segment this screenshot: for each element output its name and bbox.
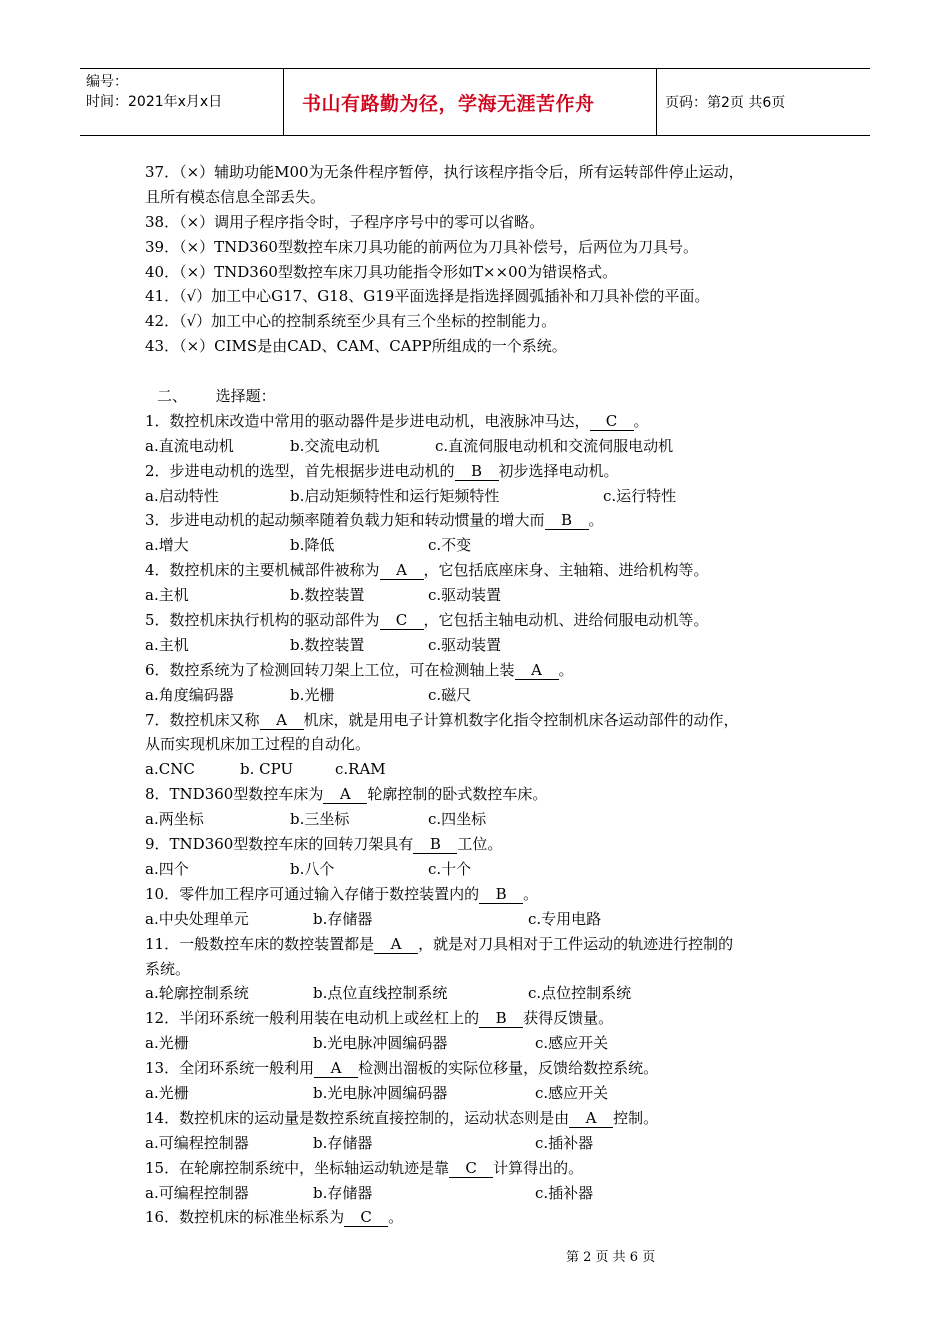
option-b: b.启动矩频特性和运行矩频特性 xyxy=(290,486,500,505)
question-continuation: 系统。 xyxy=(145,959,191,978)
option-c: c.专用电路 xyxy=(528,909,602,928)
option-c: c.RAM xyxy=(335,760,386,779)
option-b: b.存储器 xyxy=(313,1183,373,1202)
question-stem xyxy=(145,708,825,733)
question-text: 7．数控机床又称 xyxy=(145,710,260,729)
question-text-tail: 。 xyxy=(633,411,649,430)
options-row xyxy=(145,907,825,932)
answer-blank: A xyxy=(260,711,304,730)
question-stem xyxy=(145,882,825,907)
question-text-tail: 获得反馈量。 xyxy=(523,1009,614,1028)
option-a: a.可编程控制器 xyxy=(145,1133,249,1152)
judgment-line: 42．（√）加工中心的控制系统至少具有三个坐标的控制能力。 xyxy=(145,312,557,331)
option-a: a.可编程控制器 xyxy=(145,1183,249,1202)
option-b: b.数控装置 xyxy=(290,635,365,654)
option-b: b.八个 xyxy=(290,859,335,878)
answer-blank: B xyxy=(479,1009,523,1028)
options-row xyxy=(145,1131,825,1156)
section-gap xyxy=(145,359,825,384)
question-text-tail: 工位。 xyxy=(457,835,503,854)
option-c: c.插补器 xyxy=(535,1133,594,1152)
question-stem xyxy=(145,608,825,633)
option-b: b.数控装置 xyxy=(290,586,365,605)
question-text-tail: 。 xyxy=(588,511,604,530)
option-b: b.点位直线控制系统 xyxy=(313,984,448,1003)
option-a: a.主机 xyxy=(145,635,189,654)
options-row xyxy=(145,981,825,1006)
page-header xyxy=(80,68,870,136)
question-text: 5．数控机床执行机构的驱动部件为 xyxy=(145,611,380,630)
answer-blank: C xyxy=(449,1159,493,1178)
question-text: 15．在轮廓控制系统中，坐标轴运动轨迹是靠 xyxy=(145,1158,450,1177)
judgment-line: 37．（×）辅助功能M00为无条件程序暂停，执行该程序指令后，所有运转部件停止运动， xyxy=(145,163,744,181)
answer-blank: B xyxy=(479,885,523,904)
options-row xyxy=(145,1081,825,1106)
option-b: b.降低 xyxy=(290,536,335,555)
question-text: 14．数控机床的运动量是数控系统直接控制的，运动状态则是由 xyxy=(145,1108,570,1127)
question-stem xyxy=(145,508,825,533)
option-a: a.角度编码器 xyxy=(145,685,234,704)
option-c: c.十个 xyxy=(428,859,472,878)
header-slogan: 书山有路勤为径，学海无涯苦作舟 xyxy=(283,69,657,135)
choice-questions xyxy=(145,409,825,1230)
question-text-tail: ，就是对刀具相对于工件运动的轨迹进行控制的 xyxy=(418,934,734,953)
option-a: a.两坐标 xyxy=(145,810,204,829)
question-text: 9．TND360型数控车床的回转刀架具有 xyxy=(145,835,414,854)
options-row xyxy=(145,683,825,708)
question-text: 4．数控机床的主要机械部件被称为 xyxy=(145,561,380,580)
option-b: b.光电脉冲圆编码器 xyxy=(313,1083,448,1102)
question-stem xyxy=(145,1056,825,1081)
option-b: b. CPU xyxy=(240,760,294,779)
question-text: 12．半闭环系统一般利用装在电动机上或丝杠上的 xyxy=(145,1009,480,1028)
options-row xyxy=(145,633,825,658)
option-c: c.直流伺服电动机和交流伺服电动机 xyxy=(435,436,674,455)
option-a: a.主机 xyxy=(145,586,189,605)
judgment-line: 39．（×）TND360型数控车床刀具功能的前两位为刀具补偿号，后两位为刀具号。 xyxy=(145,237,698,256)
option-b: b.三坐标 xyxy=(290,810,350,829)
answer-blank: A xyxy=(569,1109,613,1128)
option-a: a.增大 xyxy=(145,536,189,555)
question-stem xyxy=(145,558,825,583)
question-stem xyxy=(145,409,825,434)
option-c: c.不变 xyxy=(428,536,472,555)
options-row xyxy=(145,484,825,509)
answer-blank: B xyxy=(455,462,499,481)
answer-blank: A xyxy=(380,561,424,580)
option-b: b.存储器 xyxy=(313,1133,373,1152)
option-c: c.插补器 xyxy=(535,1183,594,1202)
page-footer: 第 2 页 共 6 页 xyxy=(566,1250,656,1265)
question-text-tail: 初步选择电动机。 xyxy=(498,461,619,480)
question-text-tail: 机床，就是用电子计算机数字化指令控制机床各运动部件的动作， xyxy=(303,710,739,729)
question-stem xyxy=(145,832,825,857)
answer-blank: A xyxy=(515,661,559,680)
judgment-line: 38．（×）调用子程序指令时，子程序序号中的零可以省略。 xyxy=(145,212,545,231)
options-row xyxy=(145,1031,825,1056)
option-c: c.感应开关 xyxy=(535,1034,609,1053)
options-row xyxy=(145,583,825,608)
question-text: 13．全闭环系统一般利用 xyxy=(145,1059,315,1078)
option-a: a.轮廓控制系统 xyxy=(145,984,249,1003)
question-stem xyxy=(145,1006,825,1031)
question-text-tail: 控制。 xyxy=(613,1108,659,1127)
question-text-tail: ，它包括主轴电动机、进给伺服电动机等。 xyxy=(423,611,709,630)
option-a: a.光栅 xyxy=(145,1083,189,1102)
judgment-questions xyxy=(145,160,825,359)
options-row xyxy=(145,533,825,558)
options-row xyxy=(145,434,825,459)
question-text: 6．数控系统为了检测回转刀架上工位，可在检测轴上装 xyxy=(145,660,515,679)
judgment-line: 43．（×）CIMS是由CAD、CAM、CAPP所组成的一个系统。 xyxy=(145,337,567,356)
header-left-cell xyxy=(80,69,283,135)
question-text: 3．步进电动机的起动频率随着负载力矩和转动惯量的增大而 xyxy=(145,511,545,530)
answer-blank: B xyxy=(413,835,457,854)
question-text-tail: 。 xyxy=(523,884,539,903)
option-a: a.光栅 xyxy=(145,1034,189,1053)
option-a: a.四个 xyxy=(145,859,189,878)
option-a: a.直流电动机 xyxy=(145,436,234,455)
options-row xyxy=(145,857,825,882)
option-c: c.磁尺 xyxy=(428,685,472,704)
question-text-tail: 检测出溜板的实际位移量，反馈给数控系统。 xyxy=(358,1059,659,1078)
option-c: c.驱动装置 xyxy=(428,586,502,605)
question-stem xyxy=(145,1156,825,1181)
question-stem xyxy=(145,459,825,484)
question-continuation: 从而实现机床加工过程的自动化。 xyxy=(145,735,371,754)
answer-blank: C xyxy=(590,412,634,431)
document-body xyxy=(145,160,825,1230)
section-title: 二、 选择题： xyxy=(157,387,276,406)
question-text-tail: 计算得出的。 xyxy=(493,1158,584,1177)
option-a: a.中央处理单元 xyxy=(145,909,249,928)
question-text-tail: 。 xyxy=(558,660,574,679)
question-text: 11．一般数控车床的数控装置都是 xyxy=(145,934,375,953)
question-stem xyxy=(145,782,825,807)
answer-blank: B xyxy=(545,511,589,530)
judgment-line: 且所有模态信息全部丢失。 xyxy=(145,187,326,206)
option-b: b.光电脉冲圆编码器 xyxy=(313,1034,448,1053)
option-c: c.感应开关 xyxy=(535,1083,609,1102)
option-b: b.交流电动机 xyxy=(290,436,380,455)
document-time-label: 时间：2021年x月x日 xyxy=(86,94,223,110)
answer-blank: C xyxy=(380,611,424,630)
question-text-tail: 轮廓控制的卧式数控车床。 xyxy=(367,785,548,804)
question-stem xyxy=(145,658,825,683)
answer-blank: A xyxy=(323,785,367,804)
question-text: 10．零件加工程序可通过输入存储于数控装置内的 xyxy=(145,884,480,903)
header-page-info: 页码：第2页 共6页 xyxy=(665,95,786,111)
option-c: c.运行特性 xyxy=(603,486,677,505)
judgment-line: 41．（√）加工中心G17、G18、G19平面选择是指选择圆弧插补和刀具补偿的平面。 xyxy=(145,287,710,306)
option-a: a.启动特性 xyxy=(145,486,219,505)
question-stem xyxy=(145,932,825,957)
option-b: b.光栅 xyxy=(290,685,335,704)
question-stem xyxy=(145,1106,825,1131)
question-text-tail: 。 xyxy=(388,1208,404,1227)
answer-blank: A xyxy=(374,935,418,954)
options-row xyxy=(145,807,825,832)
question-stem xyxy=(145,1205,825,1230)
answer-blank: C xyxy=(344,1208,388,1227)
options-row xyxy=(145,1181,825,1206)
question-text: 1．数控机床改造中常用的驱动器件是步进电动机，电液脉冲马达， xyxy=(145,411,590,430)
document-number-label: 编号： xyxy=(86,74,128,90)
question-text: 8．TND360型数控车床为 xyxy=(145,785,324,804)
option-a: a.CNC xyxy=(145,760,195,779)
question-text: 2．步进电动机的选型，首先根据步进电动机的 xyxy=(145,461,455,480)
option-b: b.存储器 xyxy=(313,909,373,928)
option-c: c.驱动装置 xyxy=(428,635,502,654)
option-c: c.四坐标 xyxy=(428,810,487,829)
answer-blank: A xyxy=(314,1059,358,1078)
options-row xyxy=(145,757,825,782)
option-c: c.点位控制系统 xyxy=(528,984,632,1003)
question-text-tail: ，它包括底座床身、主轴箱、进给机构等。 xyxy=(423,561,709,580)
question-text: 16．数控机床的标准坐标系为 xyxy=(145,1208,345,1227)
judgment-line: 40．（×）TND360型数控车床刀具功能指令形如T××00为错误格式。 xyxy=(145,262,618,281)
